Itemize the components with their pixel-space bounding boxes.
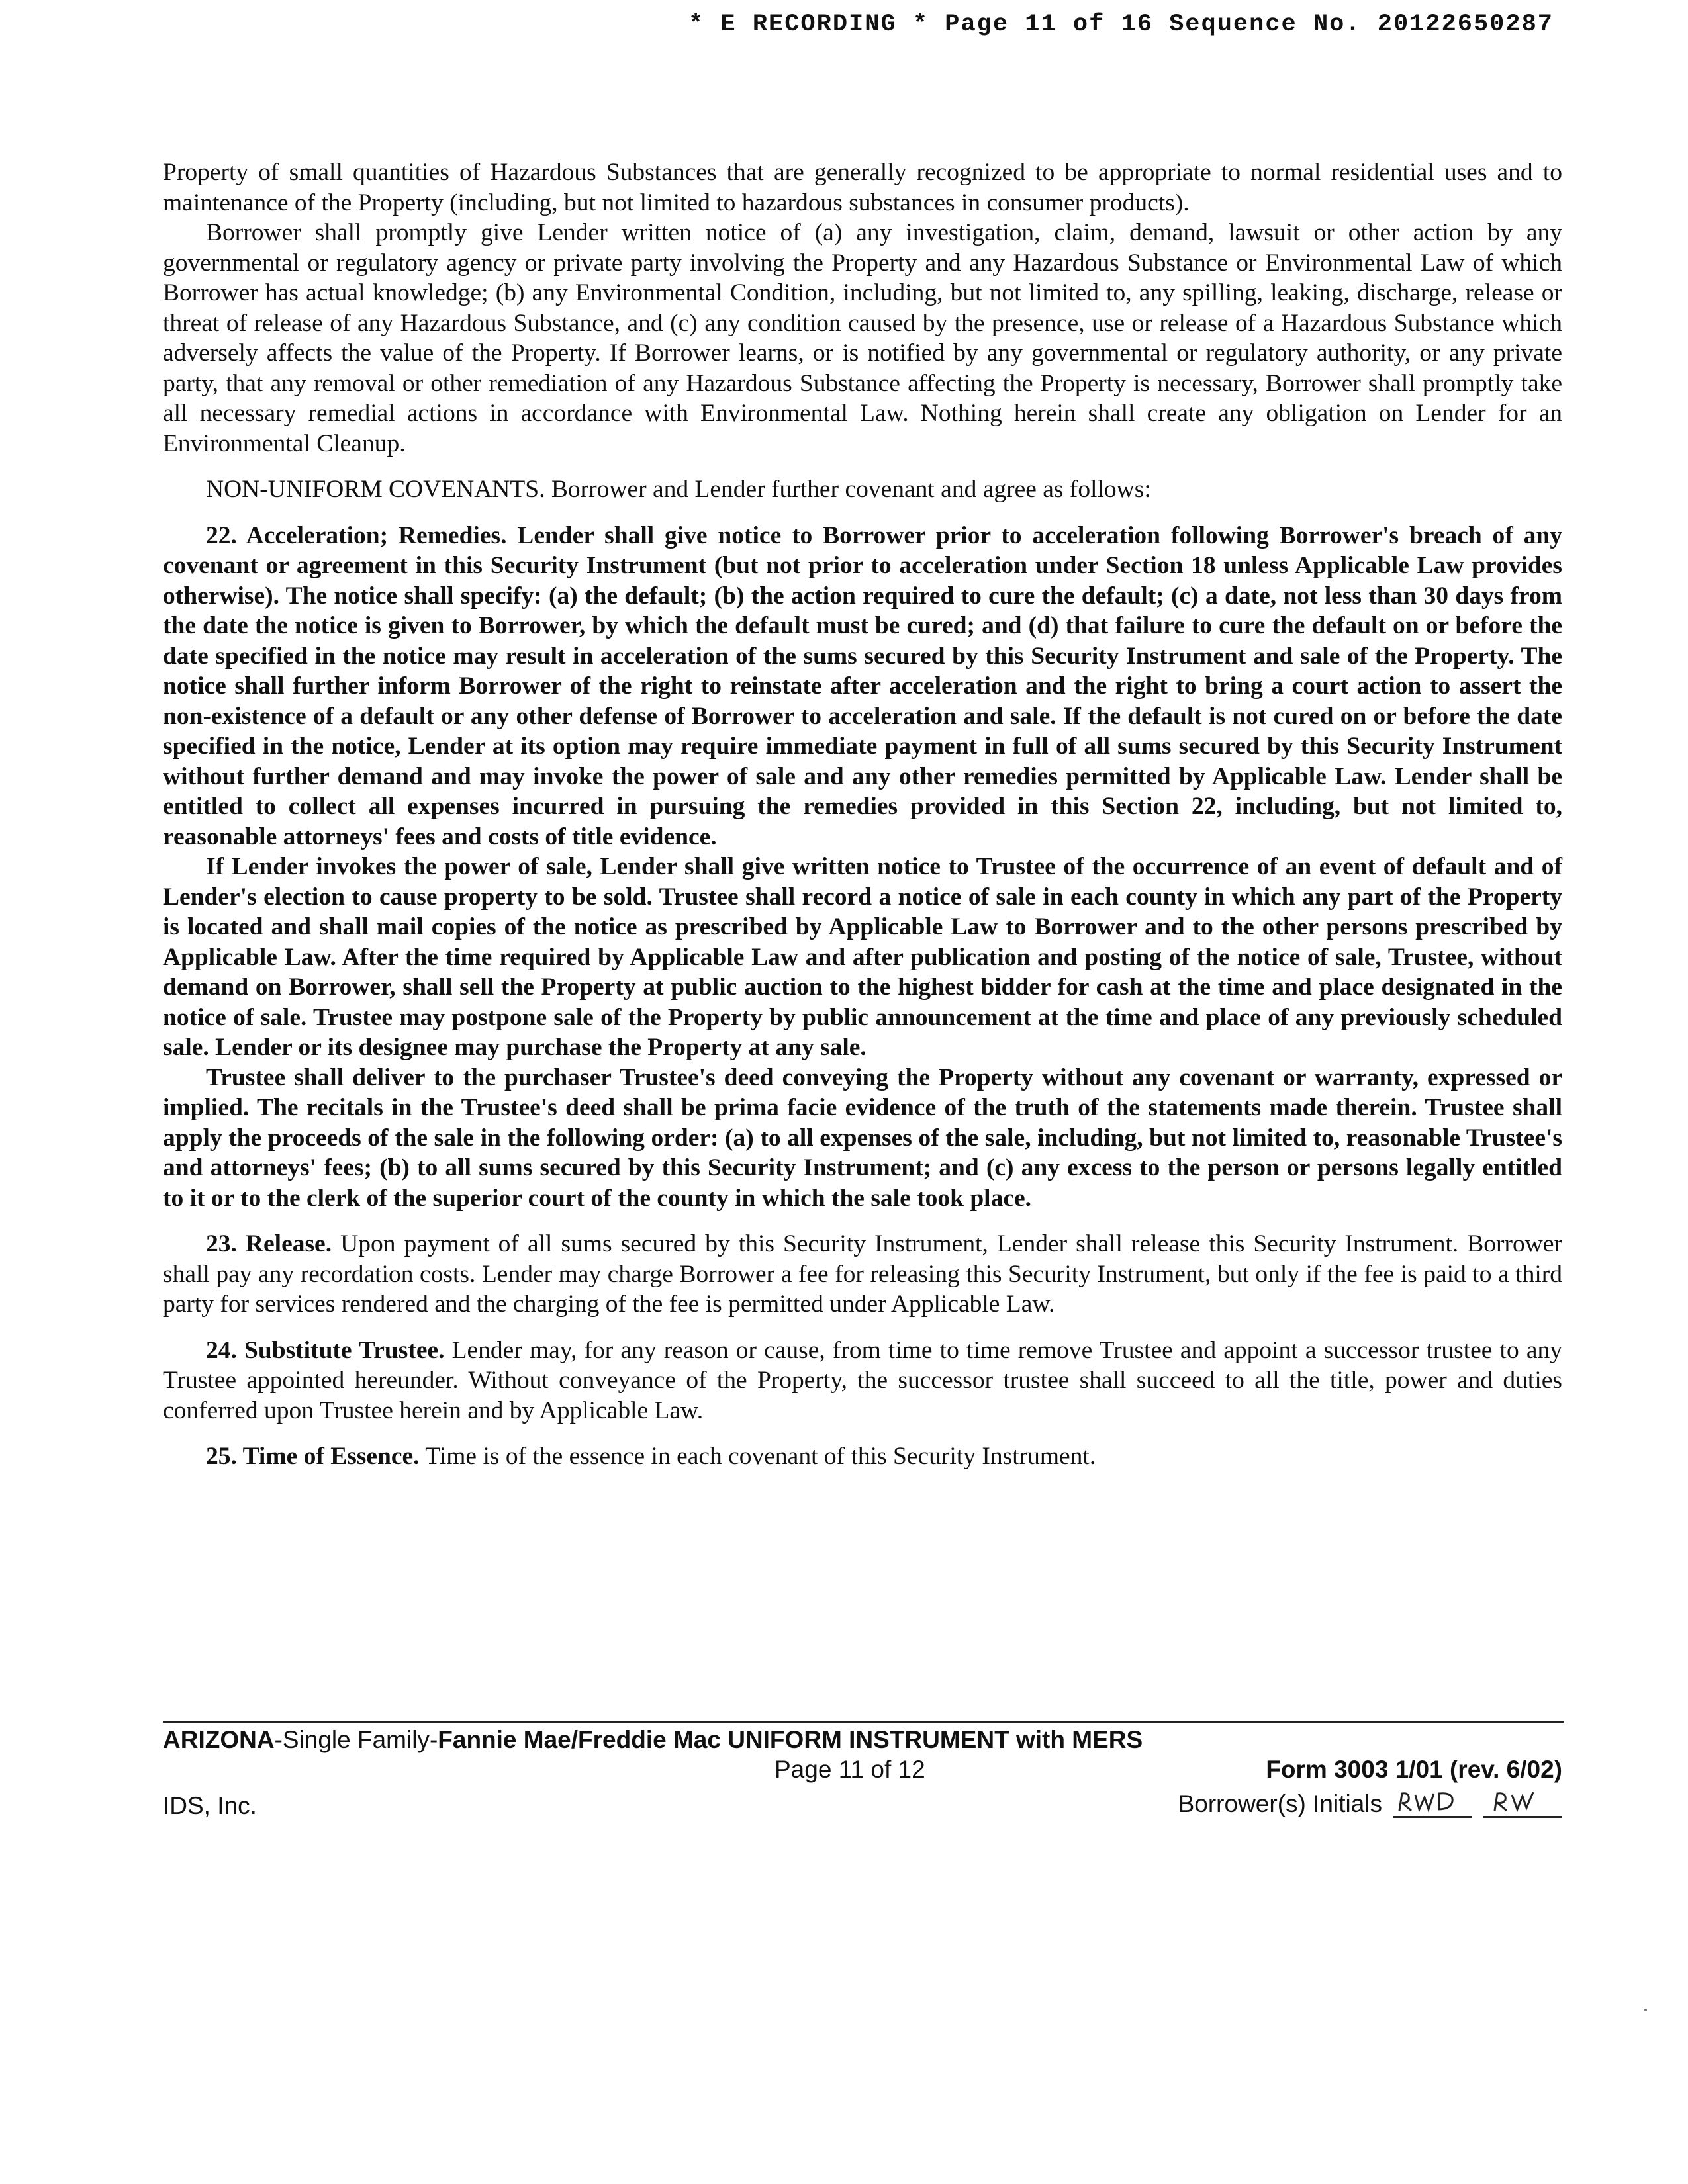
paragraph-non-uniform-covenants: NON-UNIFORM COVENANTS. Borrower and Lender further covenant and agree as follows: <box>206 476 1151 503</box>
recording-header: * E RECORDING * Page 11 of 16 Sequence No. 20122650287 <box>688 11 1554 38</box>
footer-company: IDS, Inc. <box>163 1792 257 1819</box>
paragraph-section-24 <box>163 1336 1562 1426</box>
section-23-text: Upon payment of all sums secured by this Security Instrument, Lender shall release this Security Instrument. Borrower shall pay any recordation costs. Lender may charge Borrower a fee for releasing this Security Instrument, but only if the fee is paid to a third party for services rendered and the charging of the fee is permitted under Applicable Law. <box>163 1230 1562 1318</box>
footer-state: ARIZONA <box>163 1726 275 1753</box>
paragraph-trustee-deed: Trustee shall deliver to the purchaser Trustee's deed conveying the Property without any covenant or warranty, expressed or implied. The recitals in the Trustee's deed shall be prima facie evidence of the truth of the statements made therein. Trustee shall apply the proceeds of the sale in the following order: (a) to all expenses of the sale, including, but not limited to, reasonable Trustee's and attorneys' fees; (b) to all sums secured by this Security Instrument; and (c) any excess to the person or persons legally entitled to it or to the clerk of the superior court of the county in which the sale took place. <box>163 1064 1562 1212</box>
paragraph-section-25 <box>163 1441 1562 1472</box>
paragraph-hazardous-uses: Property of small quantities of Hazardous Substances that are generally recognized to be appropriate to normal residential uses and to maintenance of the Property (including, but not limited to hazardous substances in consumer products). <box>163 159 1562 216</box>
paragraph-section-23 <box>163 1229 1562 1320</box>
scan-speck <box>1644 2009 1647 2011</box>
footer-single-family: -Single Family- <box>274 1726 438 1753</box>
section-25-heading: 25. Time of Essence. <box>206 1443 420 1470</box>
section-24-heading: 24. Substitute Trustee. <box>206 1336 445 1364</box>
footer-page-number: Page 11 of 12 <box>774 1756 925 1783</box>
initials-field-1 <box>1393 1787 1472 1818</box>
document-body <box>163 158 1562 1472</box>
borrower-initials <box>1178 1787 1562 1818</box>
paragraph-power-of-sale: If Lender invokes the power of sale, Lender shall give written notice to Trustee of the occurrence of an event of default and of Lender's election to cause property to be sold. Trustee shall record a notice of sale in each county in which any part of the Property is located and shall mail copies of the notice as prescribed by Applicable Law to Borrower and to the other persons prescribed by Applicable Law. After the time required by Applicable Law and after publication and posting of the notice of sale, Trustee, without demand on Borrower, shall sell the Property at public auction to the highest bidder for cash at the time and place designated in the notice of sale. Trustee may postpone sale of the Property by public announcement at the time and place of any previously scheduled sale. Lender or its designee may purchase the Property at any sale. <box>163 853 1562 1061</box>
footer-form-number: Form 3003 1/01 (rev. 6/02) <box>1266 1756 1562 1783</box>
footer-form-title <box>163 1726 1143 1754</box>
section-23-heading: 23. Release. <box>206 1230 332 1257</box>
section-24-text: Lender may, for any reason or cause, from time to time remove Trustee and appoint a successor trustee to any Trustee appointed hereunder. Without conveyance of the Property, the successor trustee shall succeed to all the title, power and duties conferred upon Trustee herein and by Applicable Law. <box>163 1336 1562 1424</box>
initials-label: Borrower(s) Initials <box>1178 1790 1382 1817</box>
section-25-text: Time is of the essence in each covenant of this Security Instrument. <box>419 1443 1096 1470</box>
footer-instrument: Fannie Mae/Freddie Mac UNIFORM INSTRUMENT with MERS <box>438 1726 1143 1753</box>
initials-signature-1 <box>1395 1788 1468 1815</box>
footer-divider <box>163 1721 1564 1723</box>
initials-signature-2 <box>1485 1788 1558 1815</box>
paragraph-section-22: 22. Acceleration; Remedies. Lender shall give notice to Borrower prior to acceleration following Borrower's breach of any covenant or agreement in this Security Instrument (but not prior to acceleration under Section 18 unless Applicable Law provides otherwise). The notice shall specify: (a) the default; (b) the action required to cure the default; (c) a date, not less than 30 days from the date the notice is given to Borrower, by which the default must be cured; and (d) that failure to cure the default on or before the date specified in the notice may result in acceleration of the sums secured by this Security Instrument and sale of the Property. The notice shall further inform Borrower of the right to reinstate after acceleration and the right to bring a court action to assert the non-existence of a default or any other defense of Borrower to acceleration and sale. If the default is not cured on or before the date specified in the notice, Lender at its option may require immediate payment in full of all sums secured by this Security Instrument without further demand and may invoke the power of sale and any other remedies permitted by Applicable Law. Lender shall be entitled to collect all expenses incurred in pursuing the remedies provided in this Section 22, including, but not limited to, reasonable attorneys' fees and costs of title evidence. <box>163 522 1562 850</box>
initials-field-2 <box>1483 1787 1562 1818</box>
paragraph-environmental-notice: Borrower shall promptly give Lender written notice of (a) any investigation, claim, demand, lawsuit or other action by any governmental or regulatory agency or private party involving the Property and any Hazardous Substance or Environmental Law of which Borrower has actual knowledge; (b) any Environmental Condition, including, but not limited to, any spilling, leaking, discharge, release or threat of release of any Hazardous Substance, and (c) any condition caused by the presence, use or release of a Hazardous Substance which adversely affects the value of the Property. If Borrower learns, or is notified by any governmental or regulatory authority, or any private party, that any removal or other remediation of any Hazardous Substance affecting the Property is necessary, Borrower shall promptly take all necessary remedial actions in accordance with Environmental Law. Nothing herein shall create any obligation on Lender for an Environmental Cleanup. <box>163 219 1562 457</box>
